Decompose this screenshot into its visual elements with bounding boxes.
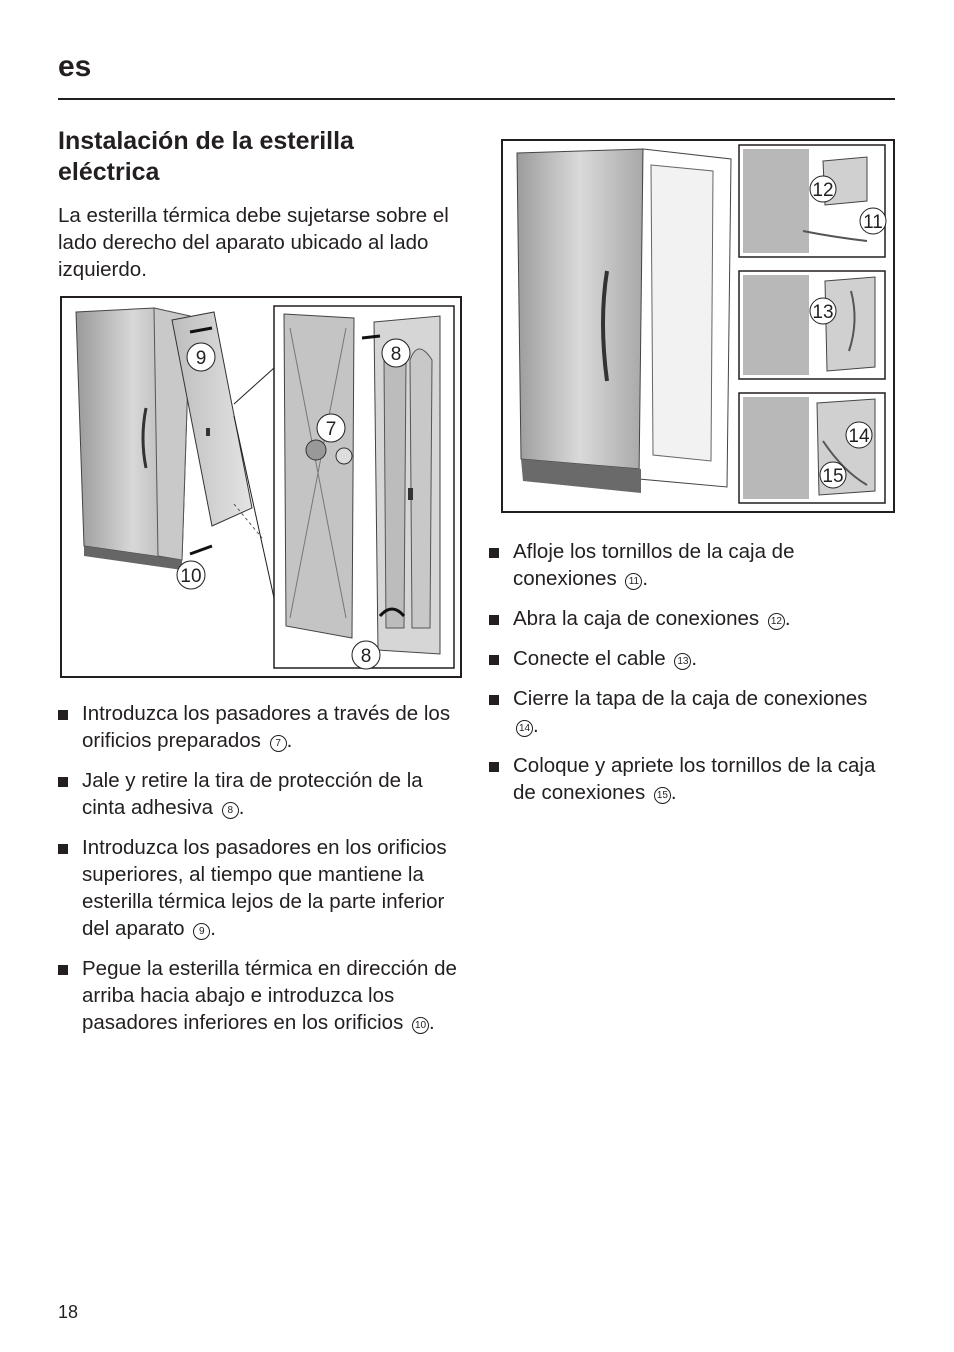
instruction-step: Abra la caja de conexiones 12 . bbox=[489, 605, 889, 632]
figure-junction-box bbox=[501, 139, 895, 513]
reference-number: 9 bbox=[193, 923, 210, 940]
reference-number: 14 bbox=[516, 720, 533, 737]
callout-9 bbox=[187, 343, 215, 371]
svg-text:8: 8 bbox=[360, 646, 372, 667]
svg-text:8: 8 bbox=[390, 344, 402, 365]
page-number: 18 bbox=[58, 1302, 79, 1322]
instruction-step: Cierre la tapa de la caja de conexiones 14 . bbox=[489, 685, 889, 739]
reference-number: 12 bbox=[768, 613, 785, 630]
instruction-step: Afloje los tornillos de la caja de conexiones 11 . bbox=[489, 538, 889, 592]
svg-text:14: 14 bbox=[848, 426, 870, 447]
illustration-junction-box bbox=[503, 141, 893, 511]
svg-text:9: 9 bbox=[195, 348, 207, 369]
reference-number: 11 bbox=[625, 573, 642, 590]
left-instruction-list bbox=[58, 700, 464, 1036]
svg-text:13: 13 bbox=[812, 302, 834, 323]
illustration-appliance-mat bbox=[62, 298, 460, 676]
callout-7 bbox=[317, 414, 345, 442]
reference-number: 13 bbox=[674, 653, 691, 670]
svg-text:7: 7 bbox=[325, 419, 337, 440]
header-rule bbox=[58, 98, 895, 100]
svg-text:12: 12 bbox=[812, 180, 834, 201]
instruction-step: Jale y retire la tira de protección de la cinta adhesiva 8 . bbox=[58, 767, 464, 821]
callout-10 bbox=[177, 561, 205, 589]
svg-text:10: 10 bbox=[180, 566, 202, 587]
instruction-step: Conecte el cable 13 . bbox=[489, 645, 889, 672]
callout-12 bbox=[810, 176, 836, 202]
svg-text:11: 11 bbox=[863, 212, 883, 233]
right-instruction-list bbox=[489, 538, 889, 806]
intro-paragraph: La esterilla térmica debe sujetarse sobre el lado derecho del aparato ubicado al lado izquierdo. bbox=[58, 204, 449, 281]
instruction-step: Introduzca los pasadores a través de los orificios preparados 7 . bbox=[58, 700, 464, 754]
callout-8-bottom bbox=[352, 641, 380, 669]
reference-number: 10 bbox=[412, 1017, 429, 1034]
instruction-step: Introduzca los pasadores en los orificios superiores, al tiempo que mantiene la esterilla térmica lejos de la parte inferior del aparato 9 . bbox=[58, 834, 464, 942]
callout-13 bbox=[810, 298, 836, 324]
svg-text:15: 15 bbox=[822, 466, 844, 487]
reference-number: 8 bbox=[222, 802, 239, 819]
callout-11 bbox=[860, 208, 886, 234]
language-code: es bbox=[58, 50, 92, 83]
callout-15 bbox=[820, 462, 846, 488]
callout-8-top bbox=[382, 339, 410, 367]
reference-number: 7 bbox=[270, 735, 287, 752]
callout-14 bbox=[846, 422, 872, 448]
reference-number: 15 bbox=[654, 787, 671, 804]
figure-heating-mat-installation bbox=[60, 296, 462, 678]
instruction-step: Pegue la esterilla térmica en dirección de arriba hacia abajo e introduzca los pasadores inferiores en los orificios 10 . bbox=[58, 955, 464, 1036]
instruction-step: Coloque y apriete los tornillos de la caja de conexiones 15 . bbox=[489, 752, 889, 806]
section-title: Instalación de la esterilla eléctrica bbox=[58, 127, 354, 186]
